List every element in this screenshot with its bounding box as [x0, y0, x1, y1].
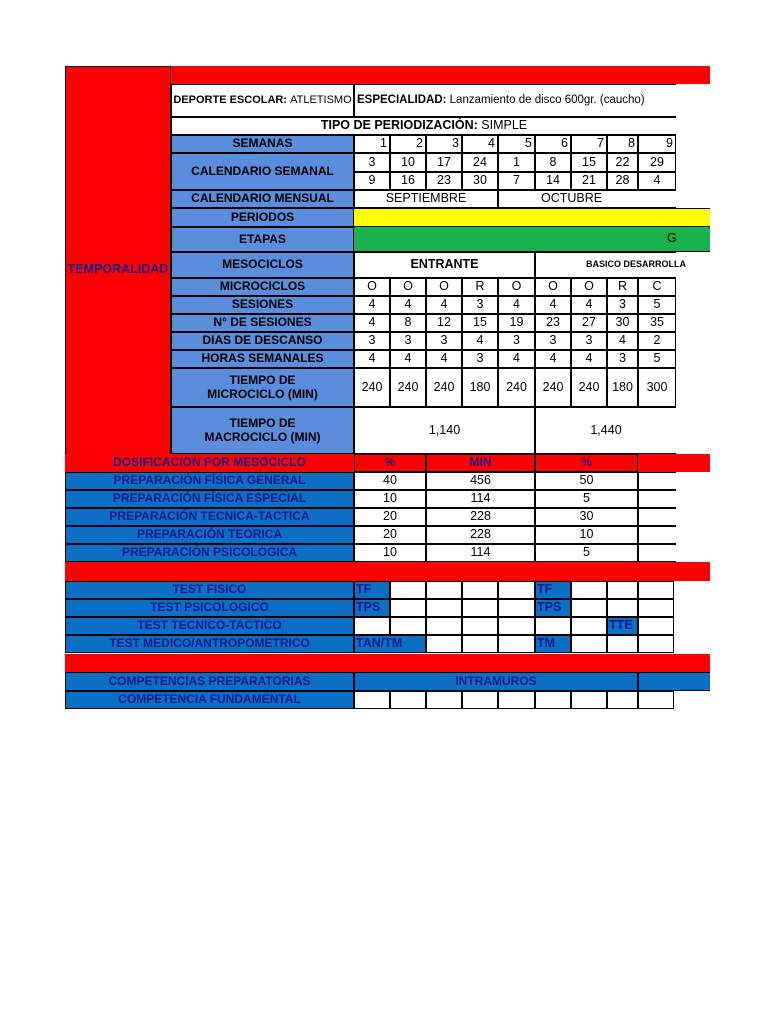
cal-sem-1-cell: 1	[498, 153, 535, 172]
sesiones-cell: 4	[354, 296, 390, 314]
competencias-preparatorias-label: COMPETENCIAS PREPARATORIAS	[65, 672, 354, 691]
test-cell	[638, 635, 674, 653]
test-cell	[462, 599, 498, 617]
n-sesiones-cell: 12	[426, 314, 462, 332]
dosificacion-row-label: PREPARACIÓN FÍSICA GENERAL	[65, 472, 354, 490]
test-cell	[607, 635, 638, 653]
sesiones-cell: 4	[571, 296, 607, 314]
tiempo-microciclo-cell: 240	[354, 368, 390, 407]
test-cell	[607, 581, 638, 599]
competencia-fundamental-cell	[571, 691, 607, 709]
test-cell: TF	[354, 581, 390, 599]
horas-semanales-cell: 3	[462, 350, 498, 368]
test-cell	[390, 617, 426, 635]
test-cell	[638, 599, 674, 617]
cal-sem-2-cell: 16	[390, 172, 426, 190]
deporte-cell	[171, 84, 354, 117]
sesiones-cell: 4	[498, 296, 535, 314]
dias-descanso-cell: 3	[426, 332, 462, 350]
n-sesiones-cell: 4	[354, 314, 390, 332]
macrociclo-1: 1,140	[354, 407, 535, 454]
etapa-partial-label: G	[667, 231, 677, 245]
sesiones-cell: 4	[426, 296, 462, 314]
cal-sem-1-cell: 24	[462, 153, 498, 172]
n-sesiones-cell: 27	[571, 314, 607, 332]
dosificacion-empty-cell	[638, 508, 676, 526]
dosificacion-empty-cell	[638, 544, 676, 562]
sesiones-cell: 4	[390, 296, 426, 314]
microciclo-cell: O	[571, 278, 607, 296]
label-calendario-semanal: CALENDARIO SEMANAL	[171, 153, 354, 190]
n-sesiones-cell: 30	[607, 314, 638, 332]
periodizacion-cell	[171, 117, 676, 135]
especialidad-value: Lanzamiento de disco 600gr. (caucho)	[449, 94, 645, 107]
dias-descanso-cell: 3	[390, 332, 426, 350]
separator-bar-1	[65, 562, 710, 581]
n-sesiones-cell: 23	[535, 314, 571, 332]
cal-sem-2-cell: 23	[426, 172, 462, 190]
n-sesiones-cell: 8	[390, 314, 426, 332]
sesiones-cell: 3	[607, 296, 638, 314]
dias-descanso-cell: 3	[354, 332, 390, 350]
label-etapas: ETAPAS	[171, 227, 354, 252]
dosificacion-row-label: PREPARACIÓN FÍSICA ESPECIAL	[65, 490, 354, 508]
dosificacion-row-label: PREPARACIÓN TEORICA	[65, 526, 354, 544]
test-cell	[498, 581, 535, 599]
test-cell	[426, 599, 462, 617]
dosificacion-min-cell: 228	[426, 508, 535, 526]
test-cell	[462, 581, 498, 599]
test-cell	[390, 581, 426, 599]
dosificacion-row-label: PREPARACIÓN TECNICA-TACTICA	[65, 508, 354, 526]
n-sesiones-cell: 35	[638, 314, 676, 332]
test-cell	[571, 599, 607, 617]
semana-cell: 7	[571, 135, 607, 153]
mes-octubre: OCTUBRE	[498, 190, 676, 208]
periodizacion-value: SIMPLE	[481, 118, 528, 133]
dias-descanso-cell: 3	[571, 332, 607, 350]
competencia-fundamental-cell	[426, 691, 462, 709]
horas-semanales-cell: 4	[498, 350, 535, 368]
dosificacion-pct-cell: 40	[354, 472, 426, 490]
tiempo-microciclo-cell: 240	[498, 368, 535, 407]
dosificacion-empty-cell	[638, 526, 676, 544]
especialidad-label: ESPECIALIDAD:	[357, 94, 447, 107]
cal-sem-2-cell: 21	[571, 172, 607, 190]
tiempo-microciclo-cell: 240	[390, 368, 426, 407]
competencia-fundamental-cell	[462, 691, 498, 709]
label-dias-descanso: DIAS DE DESCANSO	[171, 332, 354, 350]
dosificacion-empty-cell	[638, 490, 676, 508]
microciclo-cell: R	[607, 278, 638, 296]
test-cell	[571, 635, 607, 653]
dosificacion-pct-header: %	[354, 454, 426, 472]
dias-descanso-cell: 4	[462, 332, 498, 350]
test-cell	[426, 581, 462, 599]
horas-semanales-cell: 4	[354, 350, 390, 368]
horas-semanales-cell: 4	[426, 350, 462, 368]
test-cell	[498, 635, 535, 653]
cal-sem-1-cell: 15	[571, 153, 607, 172]
sesiones-cell: 3	[462, 296, 498, 314]
test-cell	[462, 635, 498, 653]
etapas-bar	[354, 227, 710, 252]
dosificacion-pct-cell: 10	[354, 490, 426, 508]
dias-descanso-cell: 3	[498, 332, 535, 350]
dosificacion-min-cell: 114	[426, 490, 535, 508]
n-sesiones-cell: 15	[462, 314, 498, 332]
microciclo-cell: O	[390, 278, 426, 296]
semana-cell: 8	[607, 135, 638, 153]
cal-sem-2-cell: 14	[535, 172, 571, 190]
temporalidad-column	[65, 66, 171, 472]
tiempo-microciclo-cell: 240	[571, 368, 607, 407]
semana-cell: 1	[354, 135, 390, 153]
dosificacion-pct2-cell: 50	[535, 472, 638, 490]
label-n-sesiones: N° DE SESIONES	[171, 314, 354, 332]
competencia-fundamental-label: COMPETENCIA FUNDAMENTAL	[65, 691, 354, 709]
test-cell	[638, 617, 674, 635]
dosificacion-title: DOSIFICACION POR MESOCICLO	[65, 454, 354, 472]
semana-cell: 2	[390, 135, 426, 153]
macrociclo-2: 1,440	[535, 407, 676, 454]
label-semanas: SEMANAS	[171, 135, 354, 153]
dosificacion-min-header: MIN	[426, 454, 535, 472]
dosificacion-pct2-cell: 5	[535, 544, 638, 562]
dosificacion-min-cell: 228	[426, 526, 535, 544]
test-cell: TTE	[607, 617, 638, 635]
test-cell	[390, 599, 426, 617]
dosificacion-pct-cell: 20	[354, 526, 426, 544]
dias-descanso-cell: 3	[535, 332, 571, 350]
test-cell	[571, 617, 607, 635]
dosificacion-min-cell: 456	[426, 472, 535, 490]
dosificacion-min-cell: 114	[426, 544, 535, 562]
horas-semanales-cell: 4	[571, 350, 607, 368]
tiempo-microciclo-cell: 300	[638, 368, 676, 407]
test-cell: TPS	[354, 599, 390, 617]
test-cell	[571, 581, 607, 599]
temporalidad-label: TEMPORALIDAD	[67, 262, 169, 276]
horas-semanales-cell: 4	[390, 350, 426, 368]
microciclo-cell: O	[426, 278, 462, 296]
semana-cell: 5	[498, 135, 535, 153]
competencias-tail	[638, 672, 710, 691]
microciclo-cell: C	[638, 278, 676, 296]
label-mesociclos: MESOCICLOS	[171, 252, 354, 278]
cal-sem-1-cell: 3	[354, 153, 390, 172]
sesiones-cell: 5	[638, 296, 676, 314]
competencia-fundamental-cell	[607, 691, 638, 709]
test-cell	[354, 617, 390, 635]
dosificacion-pct2-header: %	[535, 454, 638, 472]
semana-cell: 9	[638, 135, 676, 153]
horas-semanales-cell: 5	[638, 350, 676, 368]
microciclo-cell: O	[354, 278, 390, 296]
competencia-fundamental-cell	[638, 691, 674, 709]
cal-sem-2-cell: 9	[354, 172, 390, 190]
tiempo-microciclo-cell: 180	[462, 368, 498, 407]
competencia-fundamental-cell	[535, 691, 571, 709]
test-cell	[535, 617, 571, 635]
test-cell: TF	[535, 581, 571, 599]
cal-sem-2-cell: 4	[638, 172, 676, 190]
test-cell	[462, 617, 498, 635]
test-row-label: TEST PSICOLOGICO	[65, 599, 354, 617]
dosificacion-pct2-cell: 5	[535, 490, 638, 508]
deporte-label: DEPORTE ESCOLAR:	[173, 94, 288, 107]
microciclo-cell: R	[462, 278, 498, 296]
mesociclo-entrante: ENTRANTE	[354, 252, 535, 278]
test-row-label: TEST MEDICO/ANTROPOMETRICO	[65, 635, 354, 653]
competencia-fundamental-cell	[390, 691, 426, 709]
test-cell	[426, 617, 462, 635]
test-cell: TPS	[535, 599, 571, 617]
horas-semanales-cell: 3	[607, 350, 638, 368]
cal-sem-2-cell: 30	[462, 172, 498, 190]
dosificacion-empty-cell	[638, 472, 676, 490]
tiempo-microciclo-cell: 240	[426, 368, 462, 407]
dias-descanso-cell: 2	[638, 332, 676, 350]
label-tiempo-microciclo: TIEMPO DE MICROCICLO (MIN)	[171, 368, 354, 407]
semana-cell: 3	[426, 135, 462, 153]
test-cell: TAN/TM	[354, 635, 426, 653]
dosificacion-pct-cell: 10	[354, 544, 426, 562]
dosificacion-pct2-cell: 30	[535, 508, 638, 526]
intramuros-cell: INTRAMUROS	[354, 672, 638, 691]
test-cell	[498, 599, 535, 617]
cal-sem-1-cell: 8	[535, 153, 571, 172]
periodos-bar	[354, 208, 710, 227]
separator-bar-2	[65, 654, 710, 672]
label-microciclos: MICROCICLOS	[171, 278, 354, 296]
test-cell: TM	[535, 635, 571, 653]
tiempo-microciclo-cell: 240	[535, 368, 571, 407]
cal-sem-2-cell: 7	[498, 172, 535, 190]
semana-cell: 6	[535, 135, 571, 153]
dias-descanso-cell: 4	[607, 332, 638, 350]
mes-septiembre: SEPTIEMBRE	[354, 190, 498, 208]
horas-semanales-cell: 4	[535, 350, 571, 368]
sesiones-cell: 4	[535, 296, 571, 314]
cal-sem-1-cell: 10	[390, 153, 426, 172]
label-tiempo-macrociclo: TIEMPO DE MACROCICLO (MIN)	[171, 407, 354, 454]
tiempo-microciclo-cell: 180	[607, 368, 638, 407]
n-sesiones-cell: 19	[498, 314, 535, 332]
test-cell	[498, 617, 535, 635]
mesociclo-basico: BASICO DESARROLLA	[535, 252, 676, 278]
cal-sem-1-cell: 22	[607, 153, 638, 172]
cal-sem-1-cell: 29	[638, 153, 676, 172]
test-cell	[638, 581, 674, 599]
deporte-value: ATLETISMO	[290, 94, 352, 107]
especialidad-cell	[354, 84, 676, 117]
label-horas-semanales: HORAS SEMANALES	[171, 350, 354, 368]
label-periodos: PERIODOS	[171, 208, 354, 227]
periodizacion-label: TIPO DE PERIODIZACIÓN:	[320, 118, 478, 133]
dosificacion-pct-cell: 20	[354, 508, 426, 526]
test-cell	[607, 599, 638, 617]
label-calendario-mensual: CALENDARIO MENSUAL	[171, 190, 354, 208]
label-sesiones: SESIONES	[171, 296, 354, 314]
dosificacion-row-label: PREPARACIÓN PSICOLOGICA	[65, 544, 354, 562]
competencia-fundamental-cell	[354, 691, 390, 709]
semana-cell: 4	[462, 135, 498, 153]
microciclo-cell: O	[498, 278, 535, 296]
cal-sem-1-cell: 17	[426, 153, 462, 172]
test-cell	[426, 635, 462, 653]
microciclo-cell: O	[535, 278, 571, 296]
cal-sem-2-cell: 28	[607, 172, 638, 190]
dosificacion-pct2-cell: 10	[535, 526, 638, 544]
test-row-label: TEST TECNICO-TACTICO	[65, 617, 354, 635]
competencia-fundamental-cell	[498, 691, 535, 709]
test-row-label: TEST FISICO	[65, 581, 354, 599]
